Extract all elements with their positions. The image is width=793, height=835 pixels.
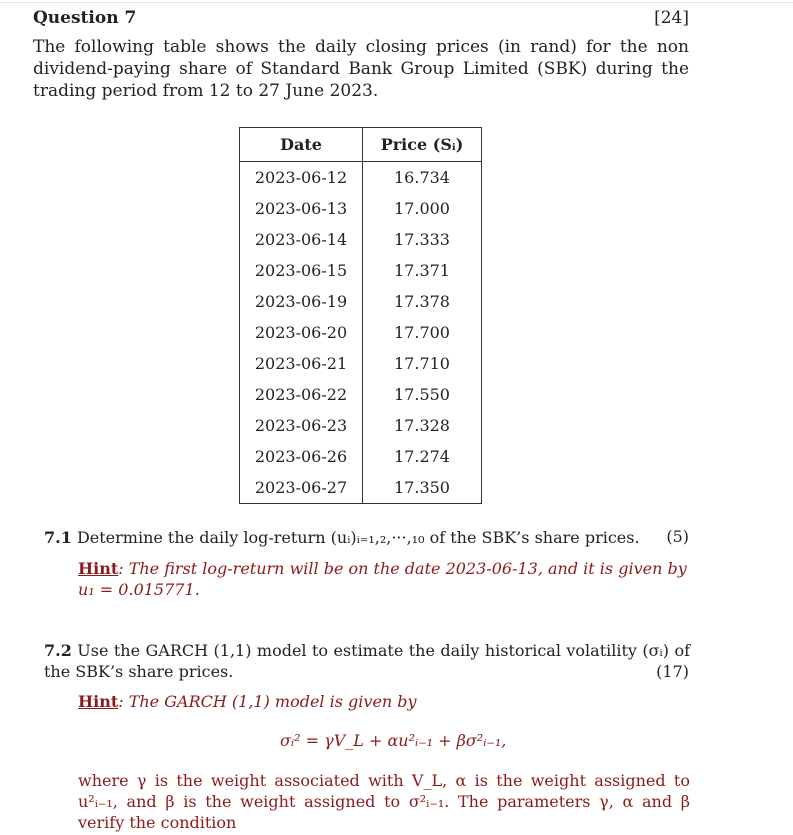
garch-explanation: where γ is the weight associated with V_L, α is the weight assigned to u²ᵢ₋₁, and β is the weight assigned to σ²ᵢ₋₁. The parameters γ, α and β verify the condition <box>78 771 690 832</box>
date-cell: 2023-06-19 <box>240 286 363 317</box>
price-table <box>239 127 482 504</box>
date-cell: 2023-06-27 <box>240 472 363 504</box>
price-cell: 17.350 <box>394 478 450 497</box>
part-7-1-question <box>44 527 640 548</box>
price-cell: 17.700 <box>394 323 450 342</box>
part-7-2-marks: (17) <box>656 662 689 681</box>
price-cell: 17.550 <box>394 385 450 404</box>
part-7-1-hint <box>78 558 690 600</box>
part-7-2-text: Use the GARCH (1,1) model to estimate the daily historical volatility (σᵢ) of the SBK’s share prices. <box>44 641 690 681</box>
part-7-2-hint-text: : The GARCH (1,1) model is given by <box>118 692 417 711</box>
part-7-2-hint-label: Hint <box>78 692 119 711</box>
date-cell: 2023-06-20 <box>240 317 363 348</box>
table-row <box>240 379 482 410</box>
part-7-1-hint-label: Hint <box>78 559 119 578</box>
price-cell: 17.328 <box>394 416 450 435</box>
date-cell: 2023-06-15 <box>240 255 363 286</box>
price-cell: 17.274 <box>394 447 450 466</box>
table-row <box>240 410 482 441</box>
date-cell: 2023-06-22 <box>240 379 363 410</box>
date-cell: 2023-06-14 <box>240 224 363 255</box>
table-row <box>240 348 482 379</box>
price-cell: 17.000 <box>394 199 450 218</box>
date-cell: 2023-06-13 <box>240 193 363 224</box>
part-7-1-hint-value: u₁ = 0.015771. <box>78 580 200 599</box>
table-row <box>240 441 482 472</box>
table-row <box>240 472 482 504</box>
part-7-1-hint-text: : The first log-return will be on the date 2023-06-13, and it is given by <box>118 559 687 578</box>
table-row <box>240 286 482 317</box>
price-cell: 17.333 <box>394 230 450 249</box>
date-cell: 2023-06-26 <box>240 441 363 472</box>
garch-formula: σᵢ² = γV_L + αu²ᵢ₋₁ + βσ²ᵢ₋₁, <box>280 731 507 750</box>
table-row <box>240 255 482 286</box>
table-row <box>240 162 482 194</box>
price-cell: 17.371 <box>394 261 450 280</box>
table-row <box>240 224 482 255</box>
question-title: Question 7 <box>33 8 137 28</box>
question-intro: The following table shows the daily closing prices (in rand) for the non dividend-paying share of Standard Bank Group Limited (SBK) during the trading period from 12 to 27 June 2023. <box>33 37 689 101</box>
question-marks: [24] <box>654 8 689 28</box>
part-7-1-number: 7.1 <box>44 528 72 547</box>
date-cell: 2023-06-21 <box>240 348 363 379</box>
top-divider <box>0 2 793 3</box>
table-row <box>240 317 482 348</box>
price-cell: 16.734 <box>394 168 450 187</box>
date-cell: 2023-06-23 <box>240 410 363 441</box>
part-7-2-question <box>44 640 690 682</box>
part-7-2-hint <box>78 691 690 712</box>
price-cell: 17.710 <box>394 354 450 373</box>
date-column-header: Date <box>240 128 363 162</box>
price-cell: 17.378 <box>394 292 450 311</box>
part-7-2-number: 7.2 <box>44 641 72 660</box>
part-7-1-text: Determine the daily log-return (uᵢ)ᵢ₌₁,₂,···,₁₀ of the SBK’s share prices. <box>76 528 640 547</box>
part-7-1-marks: (5) <box>666 527 689 546</box>
table-row <box>240 193 482 224</box>
date-cell: 2023-06-12 <box>240 162 363 194</box>
price-column-header: Price (Sᵢ) <box>363 128 482 162</box>
